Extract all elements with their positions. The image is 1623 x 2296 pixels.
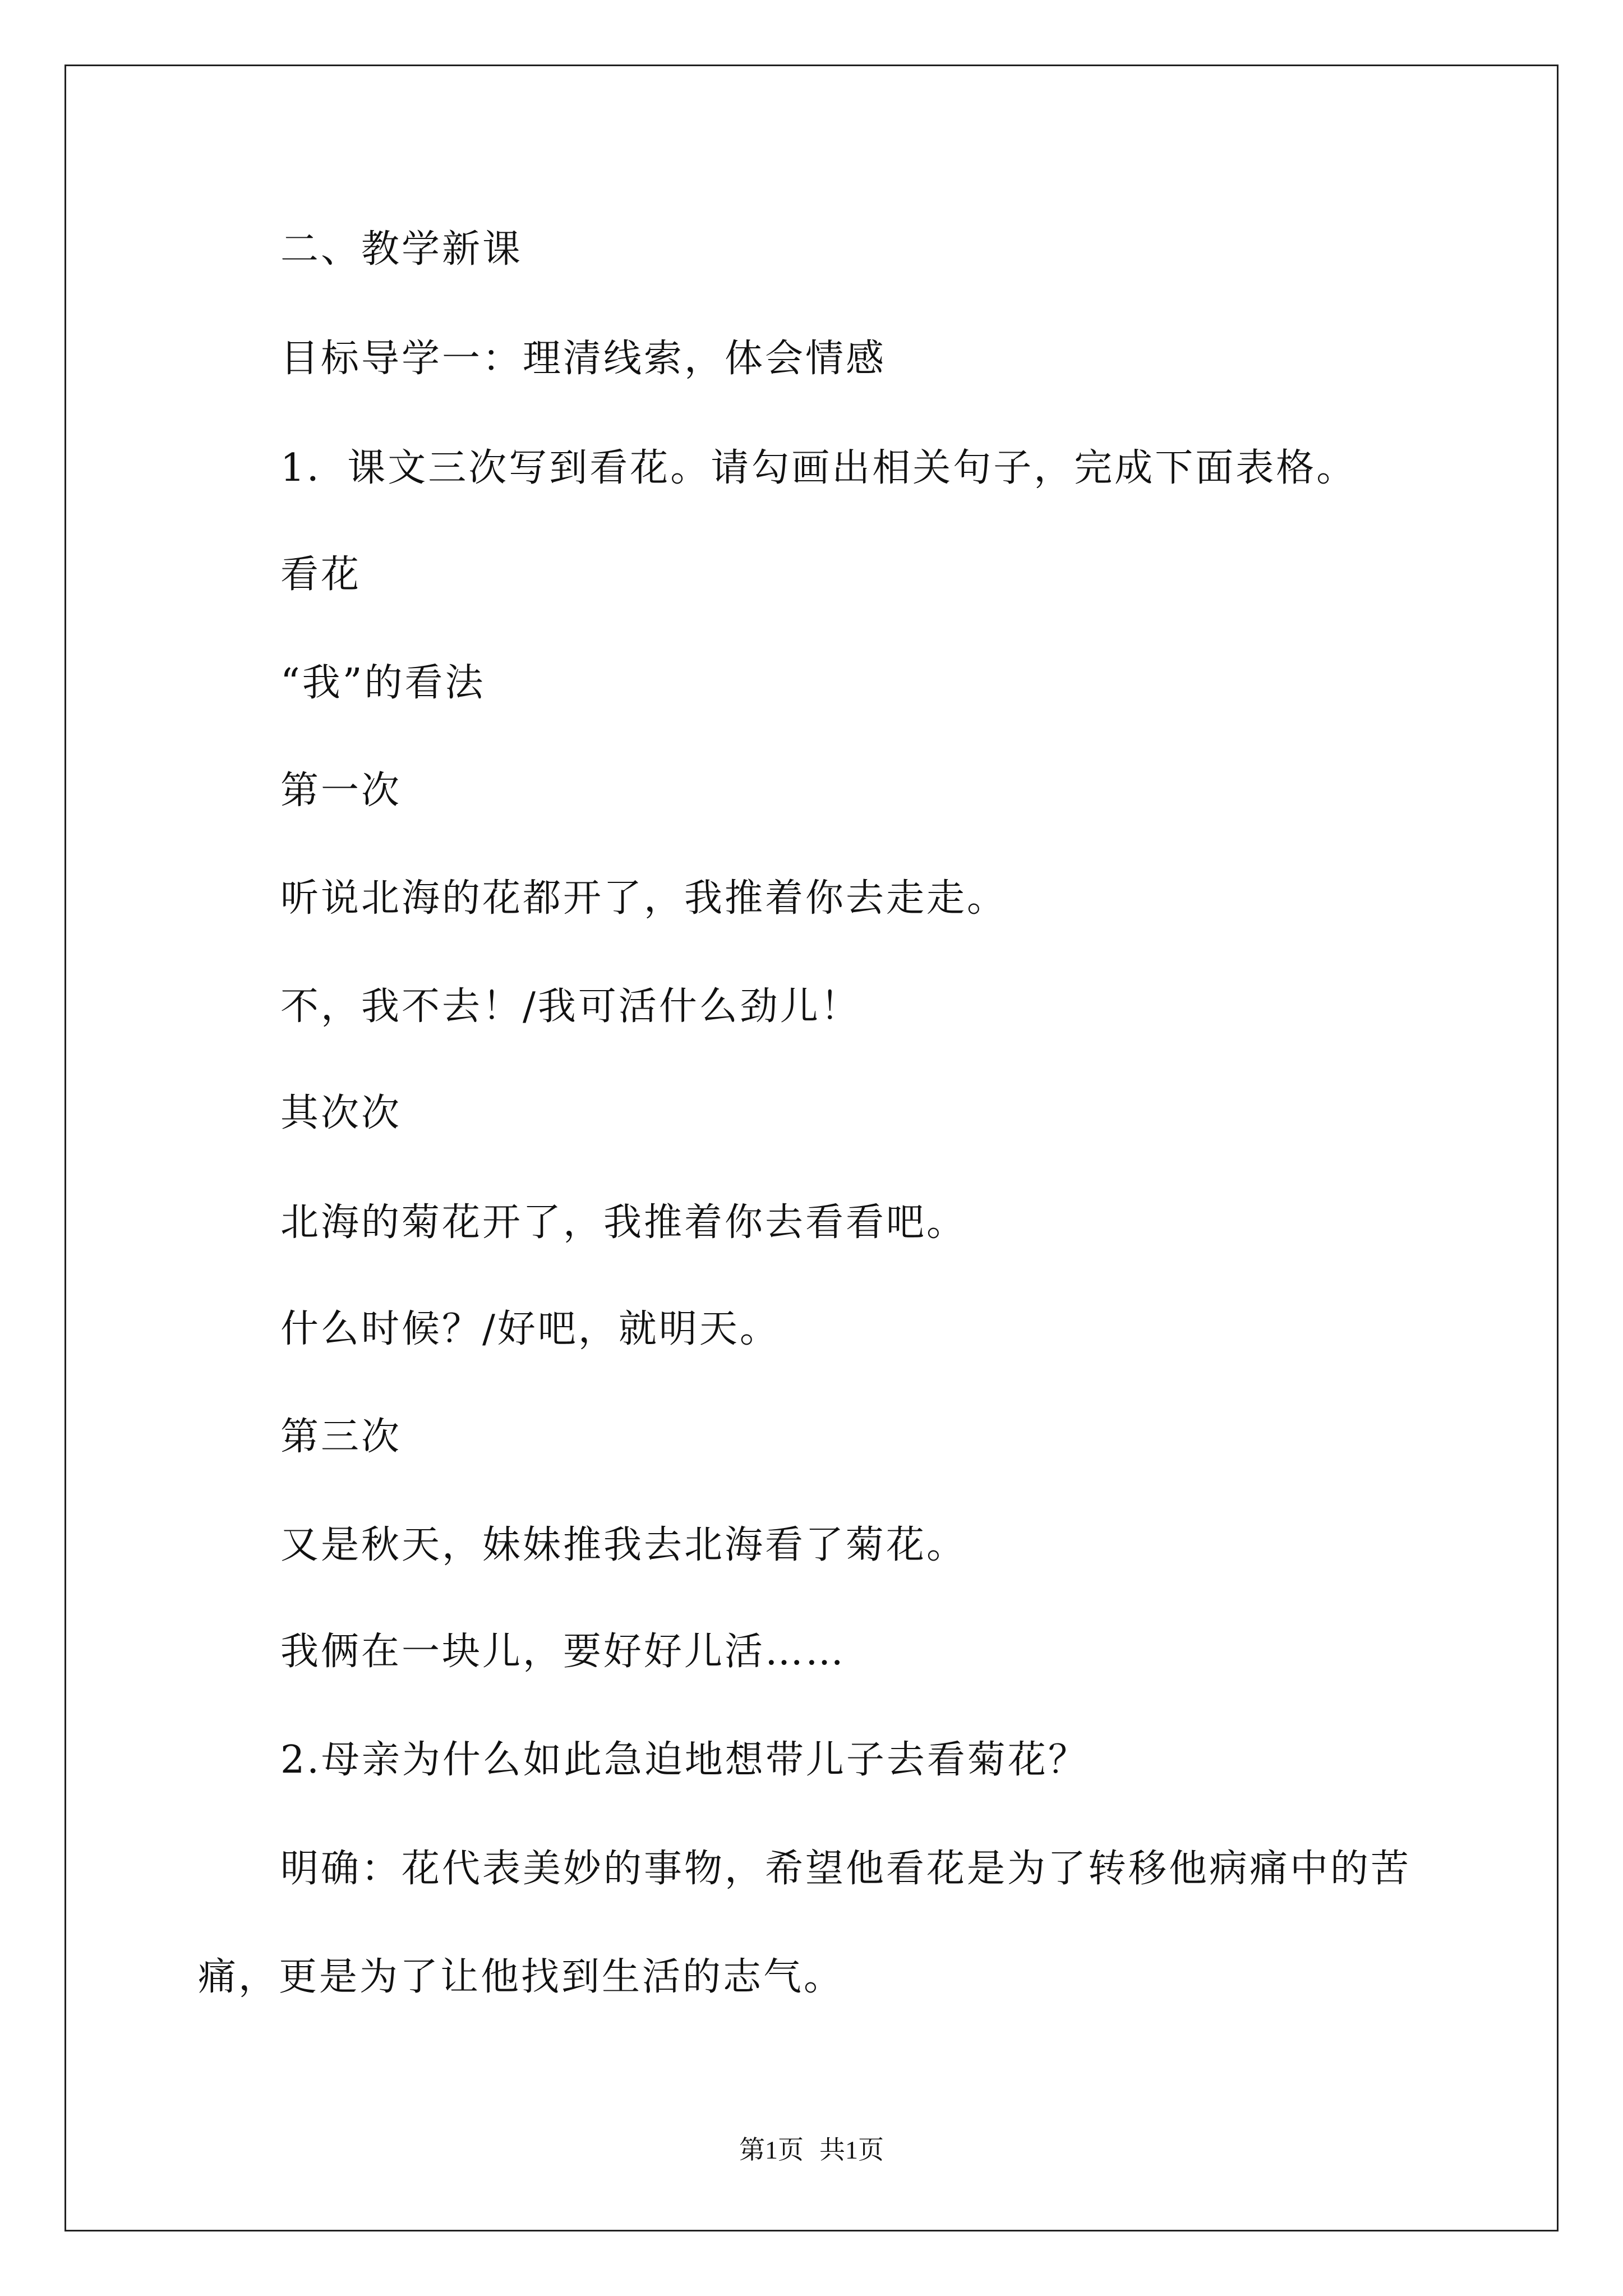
table-header-view: “我”的看法 <box>280 661 486 705</box>
page-border <box>64 65 1559 2231</box>
page-total: 共1页 <box>819 2136 884 2164</box>
answer-line-2: 痛，更是为了让他找到生活的志气。 <box>198 1955 845 1999</box>
question-2: 2.母亲为什么如此急迫地想带儿子去看菊花？ <box>280 1738 1089 1782</box>
question-1: 1．课文三次写到看花。请勾画出相关句子，完成下面表格。 <box>280 446 1357 490</box>
first-time-mother: 听说北海的花都开了，我推着你去走走。 <box>280 876 1008 921</box>
answer-line-1: 明确：花代表美妙的事物，希望他看花是为了转移他病痛中的苦 <box>280 1847 1412 1891</box>
third-time-event: 又是秋天，妹妹推我去北海看了菊花。 <box>280 1523 967 1567</box>
second-time-me: 什么时候？/好吧，就明天。 <box>280 1307 780 1351</box>
goal-heading: 目标导学一：理清线索，体会情感 <box>280 337 887 381</box>
section-heading: 二、教学新课 <box>280 227 523 272</box>
page-footer <box>0 2134 1623 2166</box>
first-time-me: 不，我不去！/我可活什么劲儿！ <box>280 984 861 1029</box>
page-number: 第1页 <box>739 2136 804 2164</box>
second-time-mother: 北海的菊花开了，我推着你去看看吧。 <box>280 1200 967 1245</box>
second-time-label: 其次次 <box>280 1091 402 1135</box>
third-time-me: 我俩在一块儿，要好好儿活…… <box>280 1630 846 1674</box>
first-time-label: 第一次 <box>280 769 402 813</box>
table-header-flower: 看花 <box>280 553 362 597</box>
third-time-label: 第三次 <box>280 1415 402 1459</box>
